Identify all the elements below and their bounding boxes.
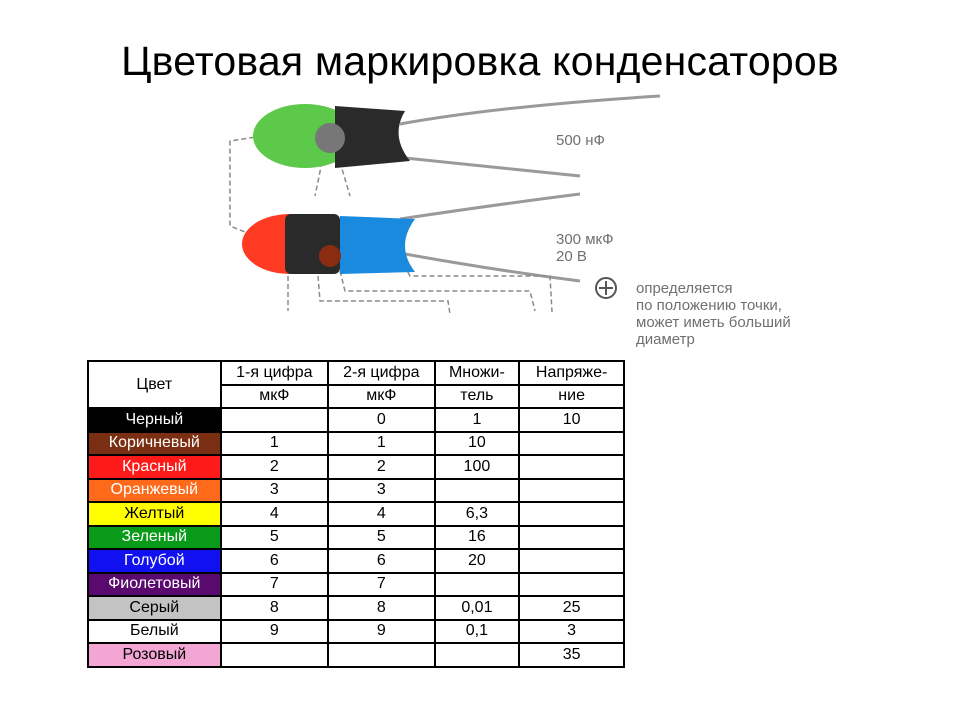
voltage-cell: 10: [519, 408, 624, 432]
table-row: [88, 549, 624, 573]
multiplier-cell: [435, 479, 520, 503]
voltage-cell: [519, 502, 624, 526]
dot-note-line: по положению точки,: [636, 297, 782, 314]
digit1-cell: 3: [221, 479, 328, 503]
color-cell: Коричневый: [88, 432, 221, 456]
color-cell: Фиолетовый: [88, 573, 221, 597]
digit1-cell: 9: [221, 620, 328, 644]
multiplier-cell: 100: [435, 455, 520, 479]
table-row: [88, 643, 624, 667]
capacitor-1-value: 500 нФ: [556, 132, 605, 149]
dot-note-line: диаметр: [636, 331, 695, 348]
table-row: [88, 432, 624, 456]
color-cell: Оранжевый: [88, 479, 221, 503]
header-multiplier: Множи-: [435, 361, 520, 385]
plus-in-circle-icon: [594, 276, 618, 300]
voltage-cell: [519, 432, 624, 456]
page-title: Цветовая маркировка конденсаторов: [121, 38, 839, 84]
multiplier-cell: 16: [435, 526, 520, 550]
digit1-cell: 1: [221, 432, 328, 456]
table-row: [88, 573, 624, 597]
color-cell: Зеленый: [88, 526, 221, 550]
table-row: [88, 479, 624, 503]
digit2-cell: 4: [328, 502, 434, 526]
multiplier-cell: 10: [435, 432, 520, 456]
header-color: Цвет: [88, 361, 221, 408]
digit2-cell: [328, 643, 434, 667]
capacitor-2-label: [556, 231, 613, 265]
digit2-cell: 0: [328, 408, 434, 432]
digit2-cell: 7: [328, 573, 434, 597]
header-digit2-unit: мкФ: [328, 385, 434, 409]
table-row: [88, 526, 624, 550]
digit2-cell: 1: [328, 432, 434, 456]
multiplier-cell: 1: [435, 408, 520, 432]
color-cell: Серый: [88, 596, 221, 620]
dot-note-line: может иметь больший: [636, 314, 791, 331]
header-voltage-cont: ние: [519, 385, 624, 409]
voltage-cell: [519, 455, 624, 479]
header-digit1-unit: мкФ: [221, 385, 328, 409]
digit2-cell: 9: [328, 620, 434, 644]
capacitor-leads: [400, 96, 660, 281]
digit2-cell: 2: [328, 455, 434, 479]
dot-note-line: определяется: [636, 280, 733, 297]
color-cell: Черный: [88, 408, 221, 432]
multiplier-cell: 6,3: [435, 502, 520, 526]
capacitor-1: [253, 104, 410, 168]
capacitor-2-voltage: 20 В: [556, 248, 587, 265]
voltage-cell: 25: [519, 596, 624, 620]
digit1-cell: [221, 643, 328, 667]
header-digit2: 2-я цифра: [328, 361, 434, 385]
table-row: [88, 455, 624, 479]
table-row: [88, 502, 624, 526]
header-multiplier-cont: тель: [435, 385, 520, 409]
color-code-table: [87, 360, 625, 668]
table-row: [88, 408, 624, 432]
digit2-cell: 6: [328, 549, 434, 573]
digit1-cell: 4: [221, 502, 328, 526]
header-voltage: Напряже-: [519, 361, 624, 385]
multiplier-cell: 0,01: [435, 596, 520, 620]
digit2-cell: 3: [328, 479, 434, 503]
voltage-cell: [519, 526, 624, 550]
voltage-cell: [519, 549, 624, 573]
digit1-cell: 6: [221, 549, 328, 573]
digit2-cell: 5: [328, 526, 434, 550]
table-header-row-1: [88, 361, 624, 385]
color-cell: Белый: [88, 620, 221, 644]
dot-note: [636, 280, 791, 348]
multiplier-cell: 20: [435, 549, 520, 573]
color-cell: Голубой: [88, 549, 221, 573]
header-digit1: 1-я цифра: [221, 361, 328, 385]
digit1-cell: 7: [221, 573, 328, 597]
digit2-cell: 8: [328, 596, 434, 620]
digit1-cell: 2: [221, 455, 328, 479]
color-cell: Розовый: [88, 643, 221, 667]
voltage-cell: 35: [519, 643, 624, 667]
voltage-cell: [519, 479, 624, 503]
voltage-cell: 3: [519, 620, 624, 644]
table-row: [88, 596, 624, 620]
color-cell: Желтый: [88, 502, 221, 526]
table-row: [88, 620, 624, 644]
capacitor-2: [242, 214, 415, 274]
digit1-cell: 5: [221, 526, 328, 550]
voltage-cell: [519, 573, 624, 597]
multiplier-cell: [435, 573, 520, 597]
capacitor-2-value: 300 мкФ: [556, 231, 614, 248]
digit1-cell: [221, 408, 328, 432]
digit1-cell: 8: [221, 596, 328, 620]
multiplier-cell: 0,1: [435, 620, 520, 644]
color-cell: Красный: [88, 455, 221, 479]
multiplier-cell: [435, 643, 520, 667]
